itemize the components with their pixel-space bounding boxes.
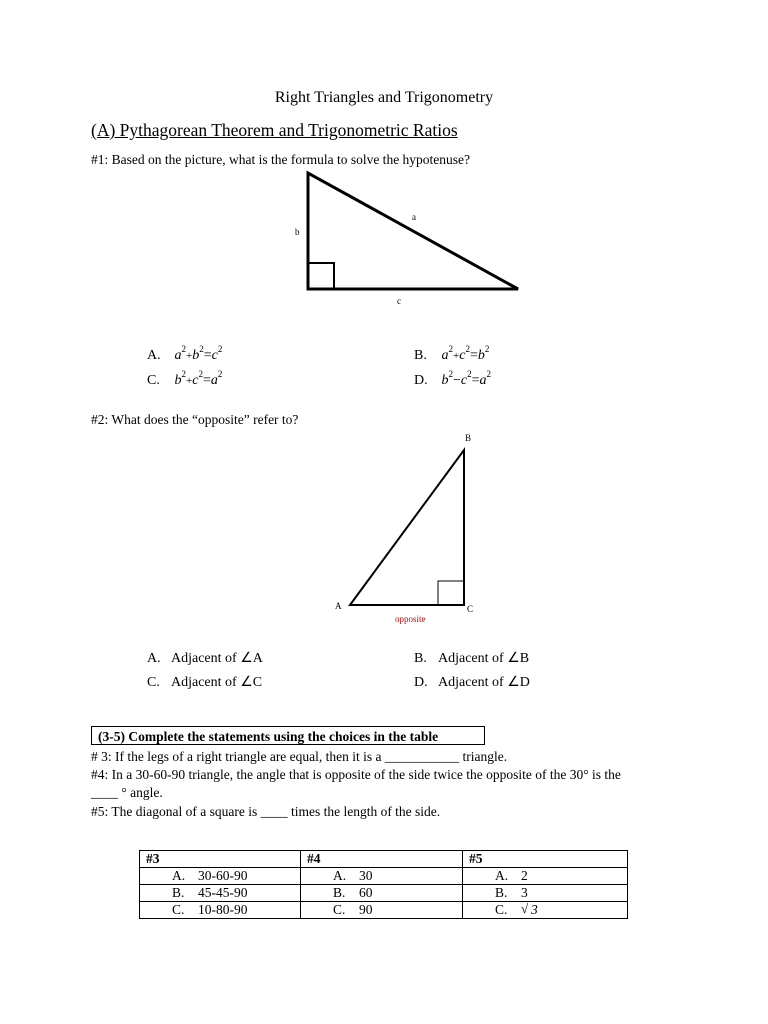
worksheet-title: Right Triangles and Trigonometry — [274, 89, 494, 106]
q2-triangle — [350, 450, 464, 605]
choice-text: Adjacent of ∠D — [438, 675, 530, 690]
choice-letter: D. — [414, 675, 428, 690]
q4-statement-line1: #4: In a 30-60-90 triangle, the angle that is opposite of the side twice the opposite of the 30° is the — [91, 767, 621, 782]
table-row — [140, 885, 628, 902]
q1-label-a: a — [412, 212, 416, 222]
choice-letter: B. — [414, 348, 427, 363]
table-header-row — [140, 851, 628, 868]
q1-right-angle-mark — [308, 263, 334, 289]
choice-letter: D. — [414, 373, 428, 388]
q2-choice-a[interactable] — [147, 650, 263, 667]
q2-opposite-label: opposite — [395, 614, 426, 624]
q2-vertex-a: A — [335, 601, 342, 611]
q2-vertex-c: C — [467, 604, 474, 614]
table-header-q3: #3 — [140, 851, 301, 868]
formula: $a^2+c^2=b^2$ — [441, 344, 490, 363]
q1-choice-c[interactable] — [147, 369, 222, 389]
table-row — [140, 902, 628, 919]
q1-label-b: b — [295, 227, 300, 237]
table-cell-q3-a[interactable]: A. 30-60-90 — [140, 868, 301, 885]
choice-letter: C. — [147, 373, 160, 388]
part-3-5-header: (3-5) Complete the statements using the choices in the table — [91, 726, 485, 745]
q2-choice-b[interactable] — [414, 650, 529, 667]
table-cell-q4-b[interactable]: B. 60 — [301, 885, 463, 902]
q2-vertex-b: B — [465, 433, 472, 443]
choice-letter: C. — [147, 675, 160, 690]
q1-choice-a[interactable] — [147, 344, 222, 364]
choice-text: Adjacent of ∠B — [438, 651, 530, 666]
table-header-q4: #4 — [301, 851, 463, 868]
q3-statement: # 3: If the legs of a right triangle are equal, then it is a ___________ triangle. — [91, 749, 508, 764]
choice-text: Adjacent of ∠C — [171, 675, 263, 690]
table-cell-q5-c[interactable]: C. √ 3 — [463, 902, 628, 919]
section-a-heading: (A) Pythagorean Theorem and Trigonometric Ratios — [91, 120, 458, 140]
choice-letter: A. — [147, 651, 161, 666]
choice-text: Adjacent of ∠A — [171, 651, 263, 666]
table-cell-q4-a[interactable]: A. 30 — [301, 868, 463, 885]
q1-prompt: #1: Based on the picture, what is the formula to solve the hypotenuse? — [91, 152, 471, 167]
q2-choice-d[interactable] — [414, 674, 530, 691]
q1-triangle — [308, 173, 518, 289]
square-root-3: √ 3 — [521, 901, 538, 917]
q2-right-triangle-figure — [340, 440, 480, 615]
q4-statement-line2: ____ ° angle. — [91, 785, 163, 800]
table-cell-q5-a[interactable]: A. 2 — [463, 868, 628, 885]
q1-choice-b[interactable] — [414, 344, 489, 364]
q1-label-c: c — [397, 296, 401, 306]
table-cell-q3-c[interactable]: C. 10-80-90 — [140, 902, 301, 919]
q2-prompt: #2: What does the “opposite” refer to? — [91, 412, 299, 427]
table-cell-q5-b[interactable]: B. 3 — [463, 885, 628, 902]
q2-choice-c[interactable] — [147, 674, 262, 691]
formula: $b^2-c^2=a^2$ — [441, 369, 492, 388]
formula: $a^2+b^2=c^2$ — [174, 344, 223, 363]
formula: $b^2+c^2=a^2$ — [174, 369, 223, 388]
table-header-q5: #5 — [463, 851, 628, 868]
table-cell-q3-b[interactable]: B. 45-45-90 — [140, 885, 301, 902]
q1-right-triangle-figure — [280, 165, 530, 315]
table-cell-q4-c[interactable]: C. 90 — [301, 902, 463, 919]
q5-statement: #5: The diagonal of a square is ____ times the length of the side. — [91, 804, 441, 819]
table-row — [140, 868, 628, 885]
q2-right-angle-mark — [438, 581, 464, 605]
q1-choice-d[interactable] — [414, 369, 491, 389]
choices-table — [139, 850, 628, 919]
choice-letter: B. — [414, 651, 427, 666]
choice-letter: A. — [147, 348, 161, 363]
